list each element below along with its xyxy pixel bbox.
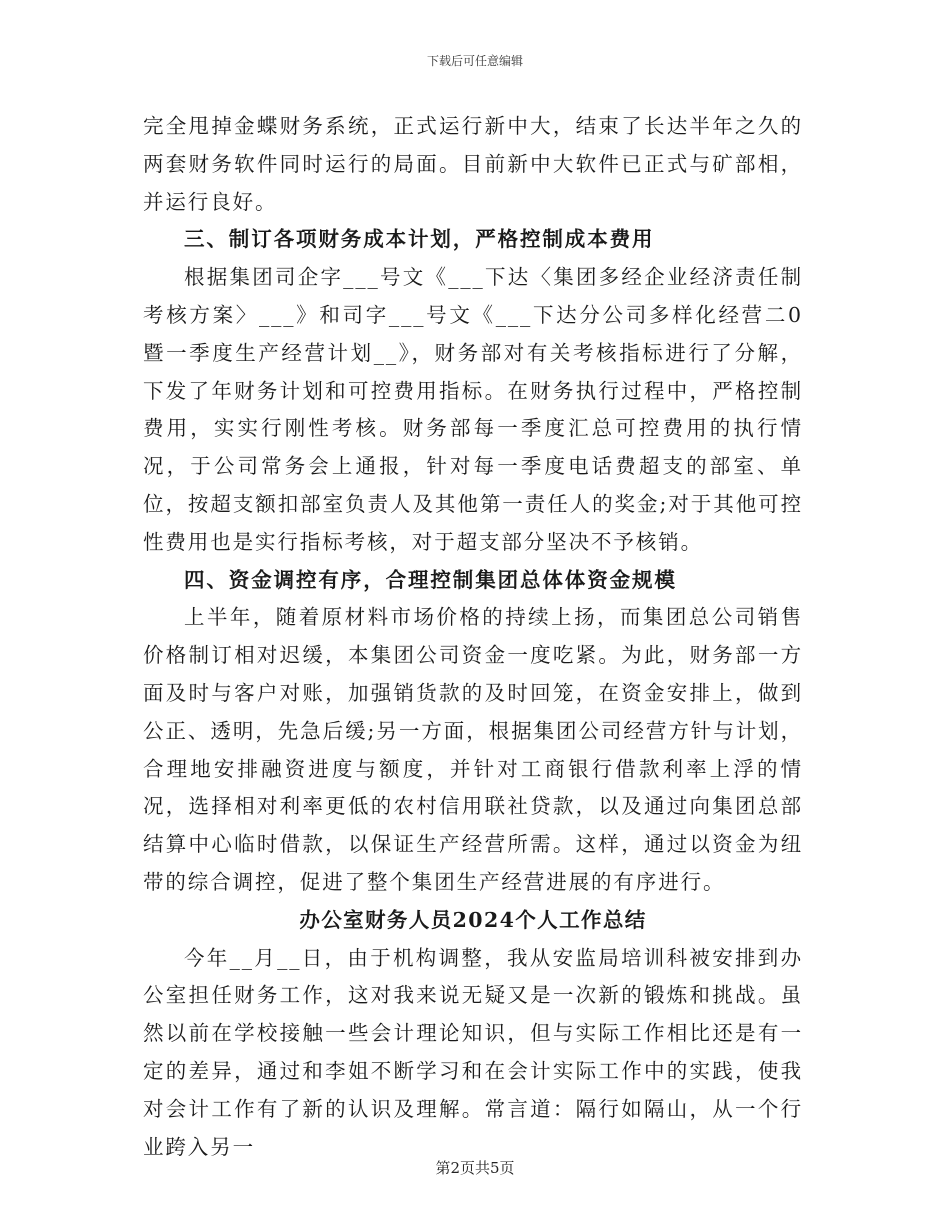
paragraph-cost-plan: 根据集团司企字___号文《___下达〈集团多经企业经济责任制考核方案〉___》和司字___号文《___下达分公司多样化经营二0暨一季度生产经营计划__》，财务部对有关考核指标进行了分解，下发了年财务计划和可控费用指标。在财务执行过程中，严格控制费用，实实行刚性考核。财务部每一季度汇总可控费用的执行情况，于公司常务会上通报，针对每一季度电话费超支的部室、单位，按超支额扣部室负责人及其他第一责任人的奖金;对于其他可控性费用也是实行指标考核，对于超支部分坚决不予核销。 (143, 265, 803, 554)
paragraph-funds-control: 上半年，随着原材料市场价格的持续上扬，而集团总公司销售价格制订相对迟缓，本集团公司资金一度吃紧。为此，财务部一方面及时与客户对账，加强销货款的及时回笼，在资金安排上，做到公正、透明，先急后缓;另一方面，根据集团公司经营方针与计划，合理地安排融资进度与额度，并针对工商银行借款利率上浮的情况，选择相对利率更低的农村信用联社贷款，以及通过向集团总部结算中心临时借款，以保证生产经营所需。这样，通过以资金为纽带的综合调控，促进了整个集团生产经营进展的有序进行。 (143, 605, 803, 894)
section-heading-4: 四、资金调控有序，合理控制集团总体体资金规模 (184, 567, 677, 592)
page-number: 第2页共5页 (435, 1159, 515, 1177)
section-heading-3: 三、制订各项财务成本计划，严格控制成本费用 (184, 227, 655, 252)
paragraph-summary-intro: 今年__月__日，由于机构调整，我从安监局培训科被安排到办公室担任财务工作，这对我来说无疑又是一次新的锻炼和挑战。虽然以前在学校接触一些会计理论知识，但与实际工作相比还是有一定的差异，通过和李姐不断学习和在会计实际工作中的实践，使我对会计工作有了新的认识及理解。常言道：隔行如隔山，从一个行业跨入另一 (143, 945, 803, 1159)
paragraph-continued: 完全甩掉金蝶财务系统，正式运行新中大，结束了长达半年之久的两套财务软件同时运行的局面。目前新中大软件已正式与矿部相，并运行良好。 (143, 114, 803, 214)
document-title: 办公室财务人员2024个人工作总结 (299, 907, 647, 932)
page-header: 下载后可任意编辑 (426, 54, 523, 68)
document-body (143, 108, 803, 1166)
